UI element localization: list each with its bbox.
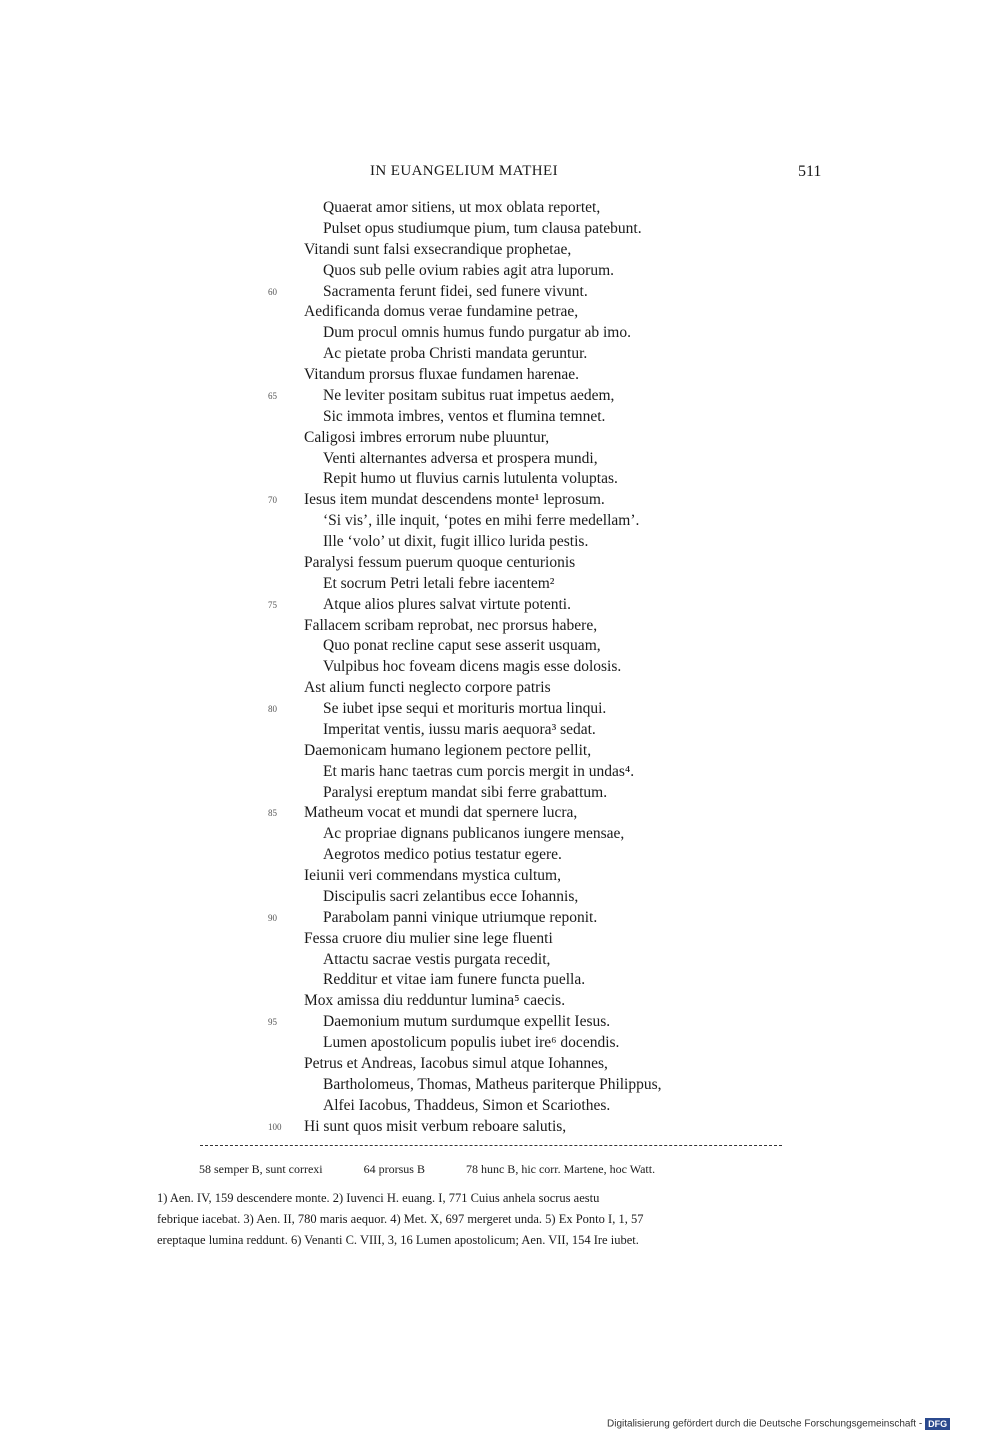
verse-text: Lumen apostolicum populis iubet ire⁶ docendis. (323, 1034, 620, 1051)
verse-text: Mox amissa diu redduntur lumina⁵ caecis. (304, 992, 566, 1010)
verse-text: Bartholomeus, Thomas, Matheus pariterque Philippus, (323, 1075, 662, 1093)
line-number: 80 (268, 704, 277, 714)
verse-line (0, 449, 1000, 470)
verse-text: Ast alium functi neglecto corpore patris (304, 679, 551, 697)
verse-text: Attactu sacrae vestis purgata recedit, (323, 950, 551, 968)
verse-line (0, 240, 1000, 261)
verse-text: Vitandi sunt falsi exsecrandique prophetae, (304, 240, 572, 258)
verse-line (0, 1117, 1000, 1138)
verse-text: Et maris hanc taetras cum porcis mergit in undas⁴. (323, 762, 635, 780)
dfg-logo: DFG (925, 1418, 950, 1430)
verse-line (0, 908, 1000, 929)
verse-line (0, 1096, 1000, 1117)
verse-line (0, 678, 1000, 699)
verse-text: Discipulis sacri zelantibus ecce Iohannis, (323, 887, 579, 905)
apparatus-criticus (199, 1162, 693, 1177)
footnote-line: ereptaque lumina reddunt. 6) Venanti C. VIII, 3, 16 Lumen apostolicum; Aen. VII, 154 Ire iubet. (157, 1233, 639, 1247)
verse-text: Hi sunt quos misit verbum reboare salutis, (304, 1117, 567, 1135)
verse-text: Paralysi fessum puerum quoque centurionis (304, 553, 576, 571)
verse-text: Ille ‘volo’ ut dixit, fugit illico lurida pestis. (323, 533, 589, 550)
verse-text: Sacramenta ferunt fidei, sed funere vivunt. (323, 282, 588, 300)
verse-line (0, 469, 1000, 490)
line-number: 75 (268, 599, 277, 610)
verse-text: Caligosi imbres errorum nube pluuntur, (304, 428, 550, 446)
verse-line (0, 595, 1000, 616)
verse-text: Paralysi ereptum mandat sibi ferre grabattum. (323, 783, 608, 801)
verse-text: Quos sub pelle ovium rabies agit atra luporum. (323, 261, 614, 279)
verse-line (0, 323, 1000, 344)
verse-line (0, 490, 1000, 511)
verse-line (0, 762, 1000, 783)
verse-text: Vulpibus hoc foveam dicens magis esse dolosis. (323, 658, 622, 676)
verse-line (0, 950, 1000, 971)
line-number: 85 (268, 808, 277, 819)
verse-text: Fallacem scribam reprobat, nec prorsus habere, (304, 616, 598, 634)
verse-text: Daemonium mutum surdumque expellit Iesus. (323, 1013, 611, 1031)
verse-text: Aegrotos medico potius testatur egere. (323, 846, 562, 864)
line-number: 70 (268, 495, 277, 506)
line-number: 65 (268, 390, 277, 401)
verse-text: Aedificanda domus verae fundamine petrae, (304, 303, 579, 321)
page-header (0, 163, 1000, 183)
apparatus-entry: 78 hunc B, hic corr. Martene, hoc Watt. (465, 1162, 656, 1176)
digitization-footer (607, 1418, 950, 1430)
verse-line (0, 866, 1000, 887)
verse-line (0, 553, 1000, 574)
verse-text: Vitandum prorsus fluxae fundamen harenae. (304, 366, 579, 383)
verse-line (0, 532, 1000, 553)
verse-text: Quaerat amor sitiens, ut mox oblata reportet, (323, 199, 601, 216)
footer-text: Digitalisierung gefördert durch die Deutsche Forschungsgemeinschaft - (607, 1418, 923, 1430)
verse-text: Matheum vocat et mundi dat spernere lucra, (304, 804, 578, 822)
footnote-line: 1) Aen. IV, 159 descendere monte. 2) Iuvenci H. euang. I, 771 Cuius anhela socrus aestu (157, 1191, 600, 1205)
verse-line (0, 720, 1000, 741)
verse-text: Dum procul omnis humus fundo purgatur ab imo. (323, 324, 631, 342)
verse-text: Ac propriae dignans publicanos iungere mensae, (323, 825, 625, 843)
verse-text: Se iubet ipse sequi et morituris mortua linqui. (323, 700, 607, 717)
line-number: 60 (268, 286, 277, 297)
verse-line (0, 824, 1000, 845)
verse-line (0, 783, 1000, 804)
verse-line (0, 991, 1000, 1012)
verse-line (0, 1075, 1000, 1096)
verse-text: Imperitat ventis, iussu maris aequora³ sedat. (323, 720, 596, 738)
verse-line (0, 511, 1000, 532)
verse-text: Quo ponat recline caput sese asserit usquam, (323, 637, 601, 655)
verse-line (0, 1012, 1000, 1033)
verse-line (0, 386, 1000, 407)
verse-line (0, 1054, 1000, 1075)
verse-text: Atque alios plures salvat virtute potenti. (323, 595, 571, 613)
verse-line (0, 636, 1000, 657)
verse-line (0, 407, 1000, 428)
verse-line (0, 616, 1000, 637)
verse-line (0, 261, 1000, 282)
verse-line (0, 574, 1000, 595)
verse-text: ‘Si vis’, ille inquit, ‘potes en mihi ferre medellam’. (323, 512, 640, 530)
verse-text: Ieiunii veri commendans mystica cultum, (304, 867, 561, 884)
verse-text: Et socrum Petri letali febre iacentem² (323, 574, 555, 592)
verse-line (0, 198, 1000, 219)
verse-line (0, 929, 1000, 950)
verse-line (0, 803, 1000, 824)
verse-line (0, 344, 1000, 365)
verse-text: Sic immota imbres, ventos et flumina temnet. (323, 407, 606, 425)
verse-line (0, 845, 1000, 866)
verse-line (0, 302, 1000, 323)
footnote-line: febrique iacebat. 3) Aen. II, 780 maris aequor. 4) Met. X, 697 mergeret unda. 5) Ex Ponto I, 1, 57 (157, 1212, 644, 1226)
verse-line (0, 219, 1000, 240)
apparatus-rule (200, 1145, 782, 1146)
verse-line (0, 699, 1000, 720)
verse-line (0, 970, 1000, 991)
verse-text: Iesus item mundat descendens monte¹ leprosum. (304, 491, 605, 509)
verse-line (0, 657, 1000, 678)
verse-text: Repit humo ut fluvius carnis lutulenta voluptas. (323, 470, 618, 488)
verse-text: Pulset opus studiumque pium, tum clausa patebunt. (323, 219, 642, 237)
verse-text: Daemonicam humano legionem pectore pellit, (304, 741, 592, 759)
verse-line (0, 887, 1000, 908)
verse-text: Alfei Iacobus, Thaddeus, Simon et Scariothes. (323, 1096, 611, 1114)
apparatus-entry: 58 semper B, sunt correxi (199, 1162, 323, 1176)
verse-line (0, 282, 1000, 303)
running-title: IN EUANGELIUM MATHEI (370, 163, 558, 179)
verse-line (0, 1033, 1000, 1054)
verse-text: Redditur et vitae iam funere functa puella. (323, 971, 586, 989)
verse-text: Parabolam panni vinique utriumque reponit. (323, 908, 598, 926)
apparatus-entry: 64 prorsus B (363, 1162, 425, 1176)
verse-text: Venti alternantes adversa et prospera mundi, (323, 449, 598, 467)
verse-line (0, 741, 1000, 762)
verse-line (0, 428, 1000, 449)
verse-text: Ac pietate proba Christi mandata geruntur. (323, 345, 588, 363)
verse-line (0, 365, 1000, 386)
verse-text: Fessa cruore diu mulier sine lege fluenti (304, 929, 553, 947)
poem-body (0, 198, 1000, 1137)
verse-text: Petrus et Andreas, Iacobus simul atque Iohannes, (304, 1054, 608, 1072)
verse-text: Ne leviter positam subitus ruat impetus aedem, (323, 386, 615, 404)
footnotes (157, 1188, 830, 1251)
line-number: 100 (268, 1121, 282, 1132)
line-number: 90 (268, 912, 277, 923)
page-number: 511 (798, 163, 822, 180)
line-number: 95 (268, 1017, 277, 1028)
